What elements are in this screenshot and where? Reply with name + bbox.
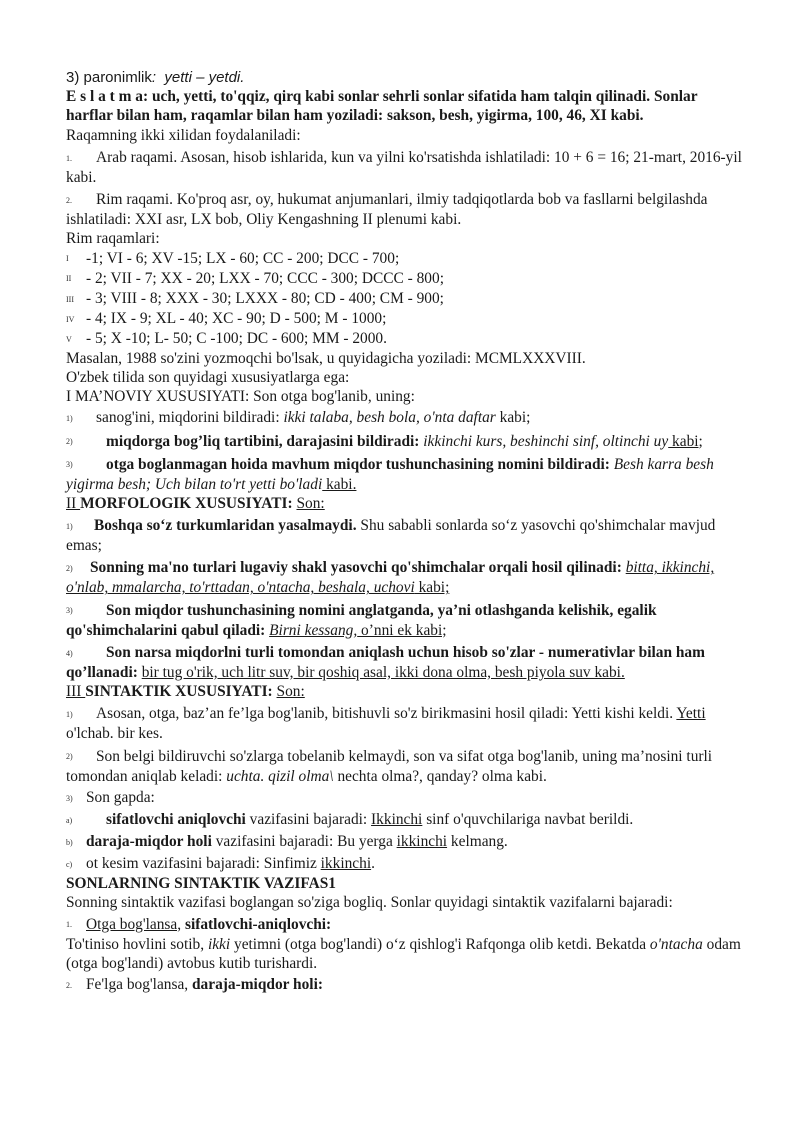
masalan-line: Masalan, 1988 so'zini yozmoqchi bo'lsak, u quyidagicha yoziladi: MCMLXXXVIII. [66, 349, 586, 367]
item-example: Besh karra besh yigirma besh; Uch bilan to'rt yetti bo'ladi [66, 455, 714, 493]
eslatma-head: E s l a t m a: [66, 88, 149, 106]
item-bold: miqdorga bog’liq tartibini, darajasini bildiradi: [106, 432, 424, 450]
item-text: vazifasini bajaradi: Bu yerga [211, 832, 397, 850]
list-marker: 3) [66, 460, 73, 470]
manoviy-item-1 [66, 408, 742, 428]
list-marker: 1. [66, 920, 72, 930]
list-marker: c) [66, 859, 73, 869]
list-marker: II [66, 274, 72, 284]
list-marker: 4) [66, 648, 73, 658]
item-example: uchta. qizil olma\ [226, 767, 334, 785]
item-bold: daraja-miqdor holi [86, 832, 212, 850]
para-example: ikki [207, 935, 231, 953]
section-sintaktik-title [66, 682, 742, 701]
sintaktik-item-c [66, 854, 742, 874]
item-end: kabi. [322, 475, 357, 493]
morfologik-item-3 [66, 601, 742, 640]
list-marker: 3) [66, 793, 73, 803]
item-end: kelmang. [447, 832, 508, 850]
list-marker: b) [66, 837, 73, 847]
rim-row [66, 329, 742, 349]
sintaktik-item-1 [66, 704, 742, 743]
rim-row-text: - 4; IX - 9; XL - 40; XC - 90; D - 500; M - 1000; [86, 309, 387, 327]
section-title: SINTAKTIK XUSUSIYATI: [85, 683, 273, 701]
raqam-item-arab [66, 148, 742, 187]
item-end: o’nni ek kabi; [357, 621, 447, 639]
list-marker: V [66, 334, 72, 344]
item-example: ikki talaba, besh bola, o'nta daftar [283, 409, 496, 427]
section-vazifa-title: SONLARNING SINTAKTIK VAZIFAS1 [66, 875, 336, 893]
list-marker: a) [66, 815, 73, 825]
rim-row [66, 269, 742, 289]
item-bold: Son miqdor tushunchasining nomini anglatganda, ya’ni otlashganda kelishik, egalik qo'shimchalarini qabul qiladi: [66, 601, 657, 639]
item-text: Asosan, otga, baz’an fe’lga bog'lanib, bitishuvli so'z birikmasini hosil qiladi: Yetti kishi keldi. [96, 705, 677, 723]
item-end: . [371, 855, 375, 873]
item-underlined: ikkinchi [396, 832, 448, 850]
list-marker: III [66, 294, 74, 304]
list-marker: 1. [66, 153, 72, 163]
item-bold: sifatlovchi aniqlovchi [106, 810, 246, 828]
item-text: ot kesim vazifasini bajaradi: Sinfimiz [86, 855, 321, 873]
section-morfologik-title [66, 494, 742, 513]
item-end: sinf o'quvchilariga navbat berildi. [422, 810, 634, 828]
xususiyat-intro: O'zbek tilida son quyidagi xususiyatlarga ega: [66, 369, 350, 387]
rim-row [66, 309, 742, 329]
item-bold: sifatlovchi-aniqlovchi: [181, 915, 332, 933]
vazifa-example-paragraph [66, 935, 742, 973]
raqam-item-rim [66, 190, 742, 229]
sintaktik-item-a [66, 810, 742, 830]
paronimlik-line [66, 68, 742, 87]
item-bold: Son narsa miqdorlni turli tomondan aniqlash uchun hisob so'zlar - numerativlar bilan ham qo’llanadi: [66, 643, 705, 681]
section-manoviy-title: I MA’NOVIY XUSUSIYATI: Son otga bog'lanib, uning: [66, 388, 415, 406]
sintaktik-item-2 [66, 747, 742, 786]
rim-title: Rim raqamlari: [66, 230, 160, 248]
manoviy-item-2 [66, 432, 742, 452]
section-tail: Son: [296, 494, 325, 512]
item-underlined: Yetti [676, 705, 706, 723]
item-bold: otga boglanmagan hoida mavhum miqdor tushunchasining nomini bildiradi: [106, 455, 614, 473]
manoviy-item-3 [66, 455, 742, 494]
vazifa-item-1 [66, 915, 742, 935]
item-underlined: ikkinchi [320, 855, 372, 873]
eslatma-paragraph [66, 87, 742, 125]
list-marker: 2. [66, 195, 72, 205]
morfologik-item-2 [66, 558, 742, 597]
rim-row-text: - 2; VII - 7; XX - 20; LXX - 70; CCC - 300; DCCC - 800; [86, 269, 444, 287]
list-marker: 2) [66, 437, 73, 447]
vazifa-intro: Sonning sintaktik vazifasi boglangan so'ziga bogliq. Sonlar quyidagi sintaktik vazifalarni bajaradi: [66, 894, 673, 912]
list-marker: I [66, 254, 69, 264]
item-text: vazifasini bajaradi: [245, 810, 372, 828]
raqam-item-text: Arab raqami. Asosan, hisob ishlarida, kun va yilni ko'rsatishda ishlatiladi: 10 + 6 = 16; 21-mart, 2016-yil kabi. [66, 148, 742, 186]
item-end: kabi; [414, 579, 450, 597]
document-page [66, 68, 742, 995]
item-text: Son gapda: [86, 788, 155, 806]
list-marker: IV [66, 314, 75, 324]
item-example: bir tug o'rik, uch litr suv, bir qoshiq asal, ikki dona olma, besh piyola suv kabi. [141, 663, 625, 681]
item-end: kabi; [668, 432, 703, 450]
sintaktik-item-3 [66, 788, 742, 808]
item-bold: Sonning ma'no turlari lugaviy shakl yasovchi qo'shimchalar orqali hosil qilinadi: [90, 559, 626, 577]
item-example: Birni kessang, [269, 621, 358, 639]
item-underlined: Otga bog'lansa, [86, 915, 182, 933]
para-text: To'tiniso hovlini sotib, [66, 935, 208, 953]
section-title: MORFOLOGIK XUSUSIYATI: [80, 494, 293, 512]
list-marker: 1) [66, 414, 73, 424]
morfologik-item-4 [66, 643, 742, 682]
item-example: bitta, ikkinchi, o'nlab, mmalarcha, to'rttadan, o'ntacha, beshala, uchovi [66, 559, 715, 597]
rim-row-text: - 3; VIII - 8; XXX - 30; LXXX - 80; CD - 400; CM - 900; [86, 289, 444, 307]
vazifa-item-2 [66, 975, 742, 995]
paronimlik-label: 3) paronimlik [66, 69, 152, 86]
rim-row-text: - 5; X -10; L- 50; C -100; DC - 600; MM - 2000. [86, 329, 387, 347]
para-example: o'ntacha [649, 935, 703, 953]
item-underlined: Ikkinchi [371, 810, 423, 828]
item-text: sanog'ini, miqdorini bildiradi: [96, 409, 284, 427]
item-bold: daraja-miqdor holi: [192, 975, 323, 993]
rim-row-text: -1; VI - 6; XV -15; LX - 60; CC - 200; DCC - 700; [86, 249, 400, 267]
paronimlik-colon: : [151, 69, 157, 86]
list-marker: 1) [66, 521, 73, 531]
section-number: II [66, 494, 81, 512]
paronimlik-example: yetti – yetdi. [164, 69, 245, 86]
list-marker: 2. [66, 980, 72, 990]
item-text: Fe'lga bog'lansa, [86, 975, 192, 993]
raqam-intro: Raqamning ikki xilidan foydalaniladi: [66, 126, 301, 144]
morfologik-item-1 [66, 516, 742, 555]
item-end: kabi; [495, 409, 531, 427]
sintaktik-item-b [66, 832, 742, 852]
list-marker: 3) [66, 606, 73, 616]
rim-row [66, 249, 742, 269]
para-text: yetimni (otga bog'landi) o‘z qishlog'i Rafqonga olib ketdi. Bekatda [230, 935, 650, 953]
item-example: ikkinchi kurs, beshinchi sinf, oltinchi uy [423, 432, 669, 450]
eslatma-text: uch, yetti, to'qqiz, qirq kabi sonlar sehrli sonlar sifatida ham talqin qilinadi. Sonlar harflar bilan ham, raqamlar bilan ham yoziladi: sakson, besh, yigirma, 100, 46, XI kabi. [66, 88, 698, 125]
list-marker: 1) [66, 710, 73, 720]
raqam-item-text: Rim raqami. Ko'proq asr, oy, hukumat anjumanlari, ilmiy tadqiqotlarda bob va fasllarni belgilashda ishlatiladi: XXI asr, LX bob, Oliy Kengashning II plenumi kabi. [66, 191, 708, 229]
item-text: Shu sababli sonlarda so‘z yasovchi qo'shimchalar mavjud emas; [66, 517, 716, 555]
para-text: odam (otga bog'landi) avtobus kutib turishardi. [66, 935, 741, 972]
item-end: nechta olma?, qanday? olma kabi. [333, 767, 547, 785]
list-marker: 2) [66, 752, 73, 762]
item-end: o'lchab. bir kes. [66, 725, 163, 743]
section-tail: Son: [276, 683, 305, 701]
item-text: Son belgi bildiruvchi so'zlarga tobelanib kelmaydi, son va sifat otga bog'lanib, uning ma’nosini turli tomondan aniqlab keladi: [66, 747, 713, 785]
rim-row [66, 289, 742, 309]
item-bold: Boshqa so‘z turkumlaridan yasalmaydi. [94, 517, 357, 535]
section-number: III [66, 683, 86, 701]
list-marker: 2) [66, 564, 73, 574]
